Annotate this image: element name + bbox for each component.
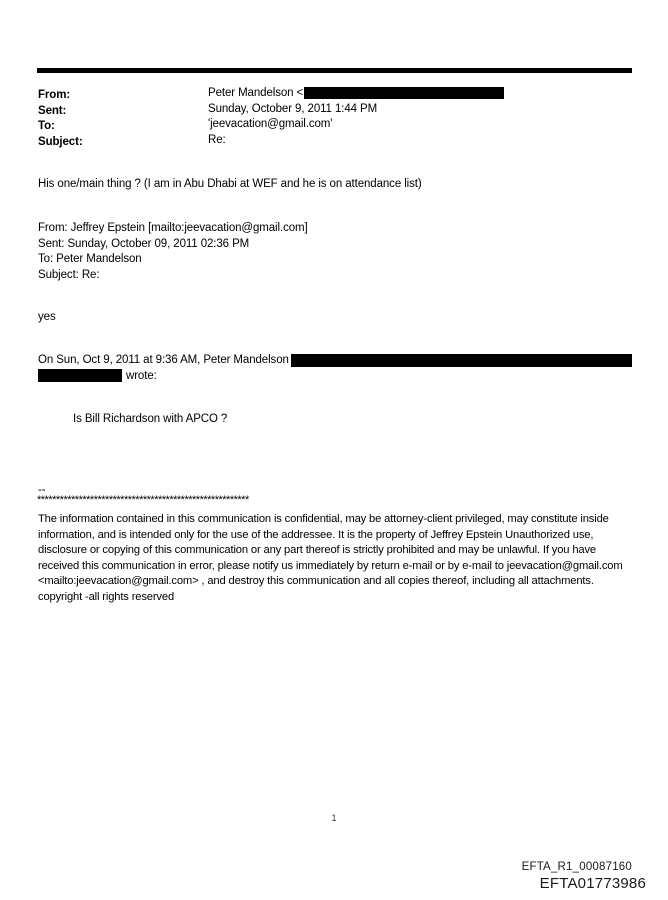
quoted-header-sent: Sent: Sunday, October 09, 2011 02:36 PM (38, 237, 250, 250)
email-header-block (38, 86, 638, 148)
disclaimer-star-separator: ******************************************************** (37, 494, 249, 506)
quoted-header-to: To: Peter Mandelson (38, 253, 142, 265)
header-value-subject: Re: (208, 133, 226, 146)
header-label-subject: Subject: (38, 135, 83, 148)
header-value-to: 'jeevacation@gmail.com' (208, 118, 333, 130)
quote-attribution-prefix: On Sun, Oct 9, 2011 at 9:36 AM, Peter Mandelson (38, 354, 289, 366)
bates-stamp-primary: EFTA_R1_00087160 (521, 861, 632, 873)
bates-stamp-secondary: EFTA01773986 (539, 875, 646, 892)
quote-attribution-line-2 (38, 369, 638, 385)
quote-attribution-line-1 (38, 353, 638, 369)
header-label-sent: Sent: (38, 104, 67, 117)
header-value-from: Peter Mandelson < (208, 87, 304, 99)
page-number: 1 (331, 813, 337, 823)
quoted-header-subject: Subject: Re: (38, 268, 100, 281)
redaction-bar-quote-address-1 (291, 354, 632, 367)
inner-quoted-text: Is Bill Richardson with APCO ? (73, 413, 228, 425)
email-reply-text: yes (38, 311, 56, 323)
quoted-email-header (38, 221, 308, 283)
header-row-sent (38, 102, 638, 118)
header-label-from: From: (38, 89, 71, 101)
quote-attribution-suffix: wrote: (126, 369, 157, 382)
quoted-header-from: From: Jeffrey Epstein [mailto:jeevacation@gmail.com] (38, 222, 308, 234)
header-divider-rule (37, 68, 632, 73)
header-value-sent: Sunday, October 9, 2011 1:44 PM (208, 102, 378, 115)
redaction-bar-from-address (304, 87, 504, 99)
confidentiality-disclaimer: The information contained in this communication is confidential, may be attorney-client privileged, may constitute inside information, and is intended only for the use of the addressee. It is the property of Jeffrey Epstein Unauthorized use, disclosure or copying of this communication or any part thereof is strictly prohibited and may be unlawful. If you have received this communication in error, please notify us immediately by return e-mail or by e-mail to jeevacation@gmail.com <mailto:jeevacation@gmail.com> , and destroy this communication and all copies thereof, including all attachments. copyright -all rights reserved (38, 513, 623, 603)
header-row-from (38, 86, 638, 102)
header-row-subject (38, 133, 638, 149)
header-label-to: To: (38, 120, 55, 132)
signature-dashes: -- (38, 484, 46, 496)
email-body-main-line: His one/main thing ? (I am in Abu Dhabi at WEF and he is on attendance list) (38, 178, 422, 190)
header-row-to (38, 117, 638, 133)
quote-attribution-block (38, 353, 638, 384)
